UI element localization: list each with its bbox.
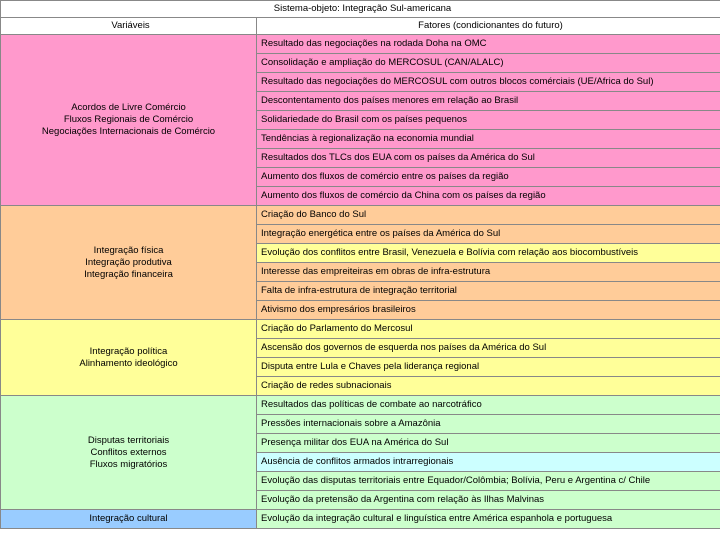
variable-label: Disputas territoriais: [87, 434, 170, 446]
variable-label: Fluxos Regionais de Comércio: [63, 114, 194, 125]
factor-cell: Criação do Banco do Sul: [257, 206, 720, 225]
variable-label: Fluxos migratórios: [89, 458, 168, 470]
factor-cell: Evolução dos conflitos entre Brasil, Venezuela e Bolívia com relação aos biocombustíveis: [257, 244, 720, 263]
factor-cell: Resultados das políticas de combate ao narcotráfico: [257, 396, 720, 415]
variables-cell: [1, 320, 257, 396]
factor-cell: Resultado das negociações na rodada Doha na OMC: [257, 35, 720, 54]
factor-cell: Falta de infra-estrutura de integração territorial: [257, 282, 720, 301]
factor-cell: Ausência de conflitos armados intrarregionais: [257, 453, 720, 472]
factor-cell: Resultado das negociações do MERCOSUL com outros blocos comérciais (UE/Africa do Sul): [257, 73, 720, 92]
variables-cell: [1, 396, 257, 510]
factor-cell: Evolução da integração cultural e linguística entre América espanhola e portuguesa: [257, 510, 720, 529]
factor-cell: Interesse das empreiteiras em obras de infra-estrutura: [257, 263, 720, 282]
variable-label: Integração física: [93, 244, 164, 256]
variable-label: Integração cultural: [89, 513, 168, 524]
factor-cell: Ativismo dos empresários brasileiros: [257, 301, 720, 320]
factor-cell: Solidariedade do Brasil com os países pequenos: [257, 111, 720, 130]
factor-cell: Integração energética entre os países da América do Sul: [257, 225, 720, 244]
factors-header: Fatores (condicionantes do futuro): [257, 18, 720, 35]
variable-label: Acordos de Livre Comércio: [71, 102, 186, 113]
factor-cell: Criação do Parlamento do Mercosul: [257, 320, 720, 339]
factor-cell: Evolução da pretensão da Argentina com relação às Ilhas Malvinas: [257, 491, 720, 510]
factor-cell: Evolução das disputas territoriais entre Equador/Colômbia; Bolívia, Peru e Argentina c/ Chile: [257, 472, 720, 491]
table-title: Sistema-objeto: Integração Sul-americana: [1, 1, 720, 18]
factor-cell: Pressões internacionais sobre a Amazônia: [257, 415, 720, 434]
variable-label: Conflitos externos: [90, 446, 167, 458]
factor-cell: Disputa entre Lula e Chaves pela liderança regional: [257, 358, 720, 377]
variables-cell: [1, 35, 257, 206]
factor-cell: Aumento dos fluxos de comércio entre os países da região: [257, 168, 720, 187]
variables-header: Variáveis: [1, 18, 257, 35]
factor-cell: Aumento dos fluxos de comércio da China com os países da região: [257, 187, 720, 206]
variable-label: Alinhamento ideológico: [79, 357, 178, 369]
variable-label: Integração política: [89, 345, 168, 357]
factor-cell: Tendências à regionalização na economia mundial: [257, 130, 720, 149]
variables-cell: [1, 510, 257, 529]
factor-cell: Descontentamento dos países menores em relação ao Brasil: [257, 92, 720, 111]
variable-label: Integração produtiva: [85, 256, 172, 268]
factor-cell: Criação de redes subnacionais: [257, 377, 720, 396]
factor-cell: Ascensão dos governos de esquerda nos países da América do Sul: [257, 339, 720, 358]
variable-label: Negociações Internacionais de Comércio: [41, 126, 216, 137]
factor-cell: Consolidação e ampliação do MERCOSUL (CAN/ALALC): [257, 54, 720, 73]
factor-cell: Resultados dos TLCs dos EUA com os países da América do Sul: [257, 149, 720, 168]
variable-label: Integração financeira: [84, 268, 173, 280]
factor-cell: Presença militar dos EUA na América do Sul: [257, 434, 720, 453]
variables-cell: [1, 206, 257, 320]
